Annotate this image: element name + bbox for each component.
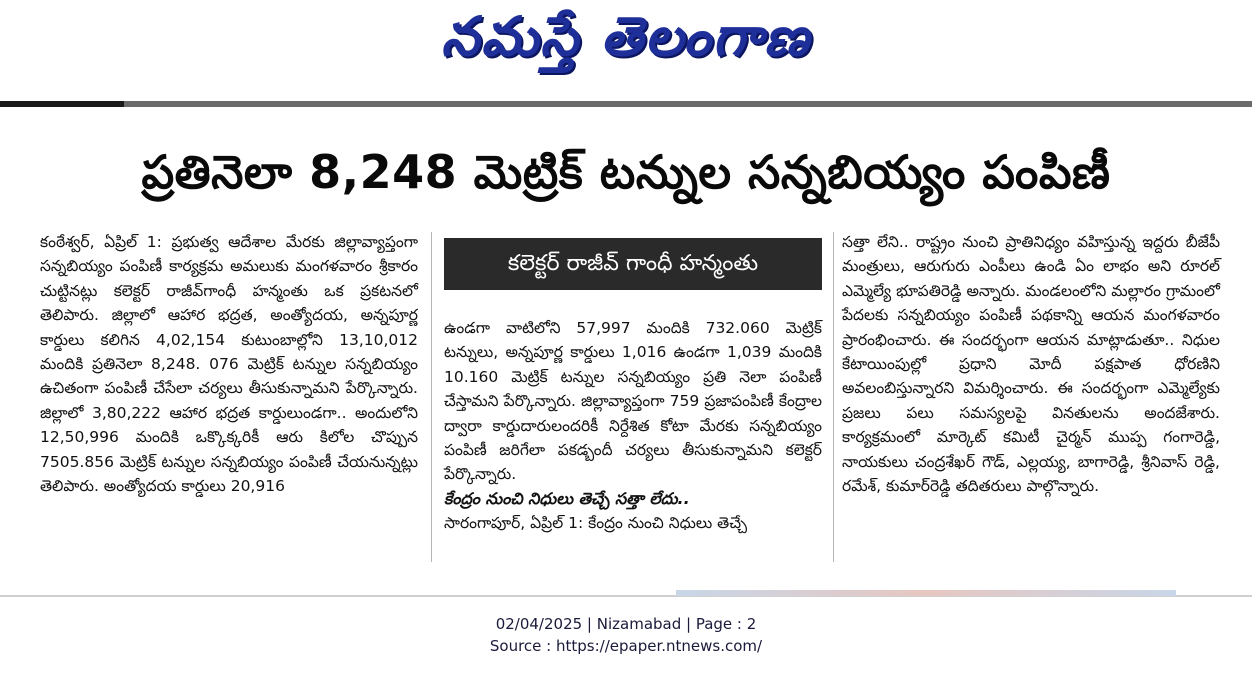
- collector-name-box: కలెక్టర్ రాజీవ్ గాంధీ హన్మంతు: [444, 238, 822, 290]
- column-divider: [833, 232, 834, 562]
- article-headline: ప్రతినెలా 8,248 మెట్రిక్ టన్నుల సన్నబియ్యం పంపిణీ: [141, 145, 1111, 199]
- newspaper-logo: నమస్తే తెలంగాణ: [441, 4, 811, 68]
- masthead-divider: [0, 101, 1252, 107]
- article-column-3: [842, 230, 1220, 498]
- column-divider: [431, 232, 432, 562]
- footer-edition-info: 02/04/2025 | Nizamabad | Page : 2: [495, 615, 757, 633]
- column-3-text: సత్తా లేని.. రాష్ట్రం నుంచి ప్రాతినిధ్యం వహిస్తున్న ఇద్దరు బీజేపీ మంత్రులు, ఆరుగురు ఎంపీలు ఉండి ఏం లాభం అని రూరల్ ఎమ్మెల్యే భూపతిరెడ్డి అన్నారు. మండలంలోని మల్లారం గ్రామంలో పేదలకు సన్నబియ్యం పంపిణీ పథకాన్ని ఆయన మంగళవారం ప్రారంభించారు. ఈ సందర్భంగా ఆయన మాట్లాడుతూ.. నిధుల కేటాయింపుల్లో ప్రధాని మోదీ పక్షపాత ధోరణిని అవలంబిస్తున్నారని విమర్శించారు. ఈ సందర్భంగా ఎమ్మెల్యేకు ప్రజలు పలు సమస్యలపై వినతులను అందజేశారు. కార్యక్రమంలో మార్కెట్ కమిటీ చైర్మన్ ముప్ప గంగారెడ్డి, నాయకులు చంద్రశేఖర్ గౌడ్, ఎల్లయ్య, బాగారెడ్డి, శ్రీనివాస్ రెడ్డి, రమేశ్, కుమార్‌రెడ్డి తదితరులు పాల్గొన్నారు.: [842, 233, 1220, 496]
- masthead: [0, 0, 1252, 100]
- column-1-text: కంఠేశ్వర్, ఏప్రిల్ 1: ప్రభుత్వ ఆదేశాల మేరకు జిల్లావ్యాప్తంగా సన్నబియ్యం పంపిణీ కార్యక్రమ అమలుకు మంగళవారం శ్రీకారం చుట్టినట్లు కలెక్టర్ రాజీవ్‌గాంధీ హన్మంతు ఒక ప్రకటనలో తెలిపారు. జిల్లాలో ఆహార భద్రత, అంత్యోదయ, అన్నపూర్ణ కార్డులు కలిగిన 4,02,154 కుటుంబాల్లోని 13,10,012 మందికి ప్రతినెలా 8,248. 076 మెట్రిక్ టన్నుల సన్నబియ్యం ఉచితంగా పంపిణీ చేసేలా చర్యలు తీసుకున్నామని పేర్కొన్నారు. జిల్లాలో 3,80,222 ఆహార భద్రత కార్డులుండగా.. అందులోని 12,50,996 మందికి ఒక్కొక్కరికీ ఆరు కిలోల చొప్పున 7505.856 మెట్రిక్ టన్నుల సన్నబియ్యం పంపిణీ చేయనున్నట్లు తెలిపారు. అంత్యోదయ కార్డులు 20,916: [40, 233, 418, 496]
- footer-source-link[interactable]: Source : https://epaper.ntnews.com/: [489, 637, 763, 655]
- column-2-tail-text: సారంగాపూర్, ఏప్రిల్ 1: కేంద్రం నుంచి నిధులు తెచ్చే: [444, 514, 748, 533]
- article-column-2: [444, 316, 822, 536]
- article-column-1: [40, 230, 418, 498]
- cropped-photo-edge: [676, 590, 1176, 596]
- column-2-text: ఉండగా వాటిలోని 57,997 మందికి 732.060 మెట్రిక్ టన్నులు, అన్నపూర్ణ కార్డులు 1,016 ఉండగా 1,039 మందికి 10.160 మెట్రిక్ టన్నుల సన్నబియ్యం ప్రతి నెలా పంపిణీ చేస్తామని పేర్కొన్నారు. జిల్లావ్యాప్తంగా 759 ప్రజాపంపిణీ కేంద్రాల ద్వారా కార్డుదారులందరికీ నిర్దేశిత కోటా మేరకు సన్నబియ్యం పంపిణీ జరిగేలా పకడ్బందీ చర్యలు తీసుకున్నామని కలెక్టర్ పేర్కొన్నారు.: [444, 319, 822, 484]
- column-2-subhead: కేంద్రం నుంచి నిధులు తెచ్చే సత్తా లేదు..: [444, 488, 690, 508]
